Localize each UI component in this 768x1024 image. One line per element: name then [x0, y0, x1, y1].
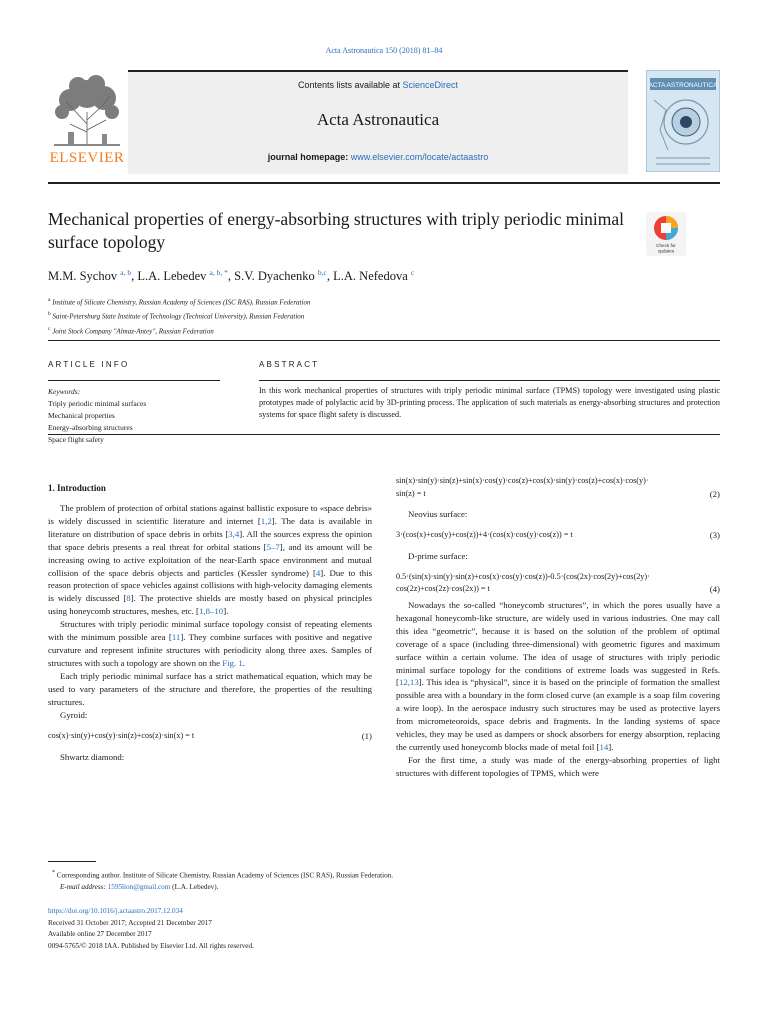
equation-label: Neovius surface: [408, 508, 468, 519]
equation-number: (2) [709, 488, 720, 499]
article-meta [48, 906, 448, 952]
cover-label: ACTA ASTRONAUTICA [648, 82, 718, 89]
paragraph: For the first time, a study was made of the energy-absorbing properties of light structures with different topologies of TPMS, which were [396, 754, 720, 778]
equation-label: Shwartz diamond: [60, 752, 125, 763]
reference-link[interactable]: 14 [599, 741, 609, 752]
footnote-mark: * [52, 870, 55, 876]
affiliation-mark: b [48, 311, 51, 318]
author-separator: , [227, 269, 235, 284]
equation-number: (1) [361, 731, 372, 742]
email-label: E-mail address: [60, 882, 108, 891]
keywords-block [48, 386, 228, 446]
author-affil-mark[interactable]: c [410, 268, 415, 277]
text-run: ], and its amount will be increasing owing to active exploitation of the near-Earth space environment and mutual collision of the space debris objects and particles (Kessler syndrome) [ [48, 541, 373, 578]
doi-link[interactable]: https://doi.org/10.1016/j.actaastro.2017.12.034 [48, 907, 183, 915]
journal-homepage-line [128, 152, 628, 162]
abstract-bottom-rule [48, 434, 720, 435]
journal-citation-link[interactable]: Acta Astronautica 150 (2018) 81–84 [325, 46, 443, 55]
elsevier-wordmark: ELSEVIER [49, 150, 125, 166]
equation-text: cos(x)·sin(y)+cos(y)·sin(z)+cos(z)·sin(x) = t [48, 731, 195, 741]
affiliation-list [48, 294, 648, 337]
paragraph [48, 502, 372, 618]
affiliation-text: Institute of Silicate Chemistry, Russian Academy of Sciences (ISC RAS), Russian Federation [52, 298, 311, 307]
text-run: ]. [223, 606, 229, 617]
header-divider [48, 182, 720, 184]
article-info-rule [48, 380, 220, 381]
contents-prefix: Contents lists available at [297, 80, 403, 90]
author-affil-mark[interactable]: a, b, * [209, 268, 228, 277]
equation-label: Gyroid: [60, 709, 88, 720]
affiliation-text: Saint-Petersburg State Institute of Technology (Technical University), Russian Federation [52, 312, 305, 321]
affiliation [48, 294, 648, 308]
crossmark-label-2: updates [657, 248, 675, 254]
affiliation-mark: c [48, 325, 51, 332]
equation-text: sin(x)·sin(y)·sin(z)+sin(x)·cos(y)·cos(z)+cos(x)·sin(y)·cos(z)+cos(x)·cos(y)· [396, 476, 649, 485]
paragraph [48, 618, 372, 670]
contents-line [128, 80, 628, 90]
footnote-rule [48, 861, 96, 862]
equation-1 [48, 730, 372, 743]
reference-link[interactable]: 8 [126, 593, 131, 604]
journal-name: Acta Astronautica [316, 110, 440, 129]
author-name[interactable]: S.V. Dyachenko [234, 269, 315, 284]
equation-3 [396, 529, 720, 542]
reference-link[interactable]: 12,13 [398, 677, 419, 688]
equation-4 [396, 571, 720, 584]
sciencedirect-link[interactable]: ScienceDirect [402, 80, 459, 90]
equation-number: (4) [709, 584, 720, 595]
author-name[interactable]: L.A. Nefedova [333, 269, 408, 284]
text-run: ]. The protective shields are mostly based on physical principles using honeycomb structures, meshes, etc. [ [48, 593, 372, 617]
affiliation [48, 308, 648, 322]
equation-number: (3) [709, 529, 720, 540]
corresponding-author-footnote [52, 868, 712, 894]
text-run: ]. [608, 741, 614, 752]
text-run: ]. The data is available in literature on distribution of space debris in orbits [ [48, 515, 372, 539]
reference-link[interactable]: 4 [315, 567, 321, 578]
text-run: ]. Due to this reason protection of space vehicles against collisions with high-velocity damaging elements is widely discussed [ [48, 567, 372, 604]
author-affil-mark[interactable]: a, b [120, 268, 132, 277]
paragraph: Each triply periodic minimal surface has a strict mathematical equation, which may be used to vary parameters of the structure and therefore, the properties of the resulting structures. [48, 670, 372, 707]
body-column-left [48, 502, 372, 764]
text-run: ]. They combine surfaces with positive and negative curvature and represent infinite structures with periodicity along three axes. Samples of structures with such a topology are shown on the [48, 632, 372, 668]
text-run: . [242, 657, 245, 668]
affiliation [48, 323, 648, 337]
equation-text: cos(2z)+cos(2z)·cos(2x)) = t [396, 584, 490, 594]
author-affil-mark[interactable]: b,c [317, 268, 327, 277]
text-run: ]. This idea is “physical”, since it is based on the principle of formation the smallest possible area with a boundary in the form closed curve (an example is a soap film covering a wire loop). In the aerospace industry such structures may be used as protective layers from micrometeoroids, space debris and fragments. In the landing systems of space vehicles, they may be used as dampers or shock absorbers for energy absorption, replacing the currently used honeycomb blocks made of metal foil [ [396, 677, 720, 752]
crossmark-icon[interactable] [646, 212, 686, 256]
text-run: ]. All the sources express the opinion that space debris presents a real threat for orbital stations [ [48, 528, 372, 552]
figure-link[interactable]: Fig. 1 [222, 657, 243, 668]
journal-cover-thumbnail[interactable] [646, 70, 720, 172]
email-link[interactable]: 1595lion@gmail.com [107, 882, 171, 891]
text-run: Structures with triply periodic minimal surface topology consist of repeating elements with the minimum possible area [ [48, 619, 372, 643]
corresponding-text: Corresponding author. Institute of Silicate Chemistry, Russian Academy of Sciences (ISC RAS), Russian Federation. [56, 871, 394, 880]
author-name[interactable]: M.M. Sychov [48, 269, 118, 284]
received-dates: Received 31 October 2017; Accepted 21 December 2017 [48, 918, 212, 927]
affiliation-mark: a [48, 297, 51, 303]
equation-label: D-prime surface: [408, 550, 468, 561]
equation-text: sin(z) = t [396, 488, 426, 498]
paragraph [396, 599, 720, 754]
homepage-prefix: journal homepage: [267, 152, 351, 162]
author-separator: , [131, 269, 138, 284]
article-title: Mechanical properties of energy-absorbing structures with triply periodic minimal surface topology [48, 209, 625, 252]
crossmark-label-1: Check for [656, 243, 676, 248]
text-run: The problem of protection of orbital stations against ballistic exposure to «space debris» is widely discussed in scientific literature and internet [ [48, 503, 372, 526]
keyword: Space flight safety [48, 435, 104, 444]
reference-link[interactable]: 3,4 [228, 528, 240, 539]
email-suffix: (L.A. Lebedev). [170, 882, 219, 891]
author-separator: , [326, 269, 334, 284]
front-matter-divider [48, 340, 720, 341]
keyword: Energy-absorbing structures [48, 423, 133, 432]
equation-2 [396, 475, 720, 596]
available-online: Available online 27 December 2017 [48, 930, 152, 939]
article-info-heading: ARTICLE INFO [48, 360, 130, 369]
equation-text: 0.5·(sin(x)·sin(y)·sin(z)+cos(x)·cos(y)·cos(z))-0.5·(cos(2x)·cos(2y)+cos(2y)· [396, 571, 650, 581]
author-name[interactable]: L.A. Lebedev [137, 269, 207, 284]
equation-text: 3·(cos(x)+cos(y)+cos(z))+4·(cos(x)·cos(y)·cos(z)) = t [396, 529, 573, 539]
keywords-label: Keywords: [48, 387, 81, 396]
copyright-line: 0094-5765/© 2018 IAA. Published by Elsevier Ltd. All rights reserved. [48, 941, 254, 950]
affiliation-text: Joint Stock Company ''Almaz-Antey'', Russian Federation [52, 326, 214, 335]
reference-link[interactable]: 1,2 [260, 515, 272, 526]
keyword: Triply periodic minimal surfaces [48, 399, 147, 408]
author-list [48, 268, 688, 284]
reference-link[interactable]: 5–7 [266, 541, 280, 552]
reference-link[interactable]: 1,8–10 [198, 606, 224, 617]
abstract-text: In this work mechanical properties of structures with triply periodic minimal surface (TPMS) topology were investigated using plastic prototypes made of polylactic acid by 3D-printing process. The application of such materials as energy-absorbing structures and protection systems for space flight safety is discussed. [259, 386, 720, 419]
homepage-link[interactable]: www.elsevier.com/locate/actaastro [350, 152, 489, 162]
reference-link[interactable]: 11 [171, 632, 181, 643]
abstract-rule [259, 380, 720, 381]
text-run: Nowadays the so-called “honeycomb structures”, in which the pores usually have a hexagonal honeycomb-like structure, are widely used in various industries. One may call this idea “geometric”, because it is based on the solution of the problem of optimal coverage of a space (including three-dimensional) with geometric figures and maximum surface within a certain volume. The idea of usage of structures with triply periodic minimal surface topology for the conditions of extreme loads was suggested in Refs. [ [396, 600, 720, 688]
keyword: Mechanical properties [48, 411, 115, 420]
abstract-heading: ABSTRACT [259, 360, 320, 369]
section-heading-introduction: 1. Introduction [48, 483, 106, 493]
body-column-right [396, 599, 720, 780]
